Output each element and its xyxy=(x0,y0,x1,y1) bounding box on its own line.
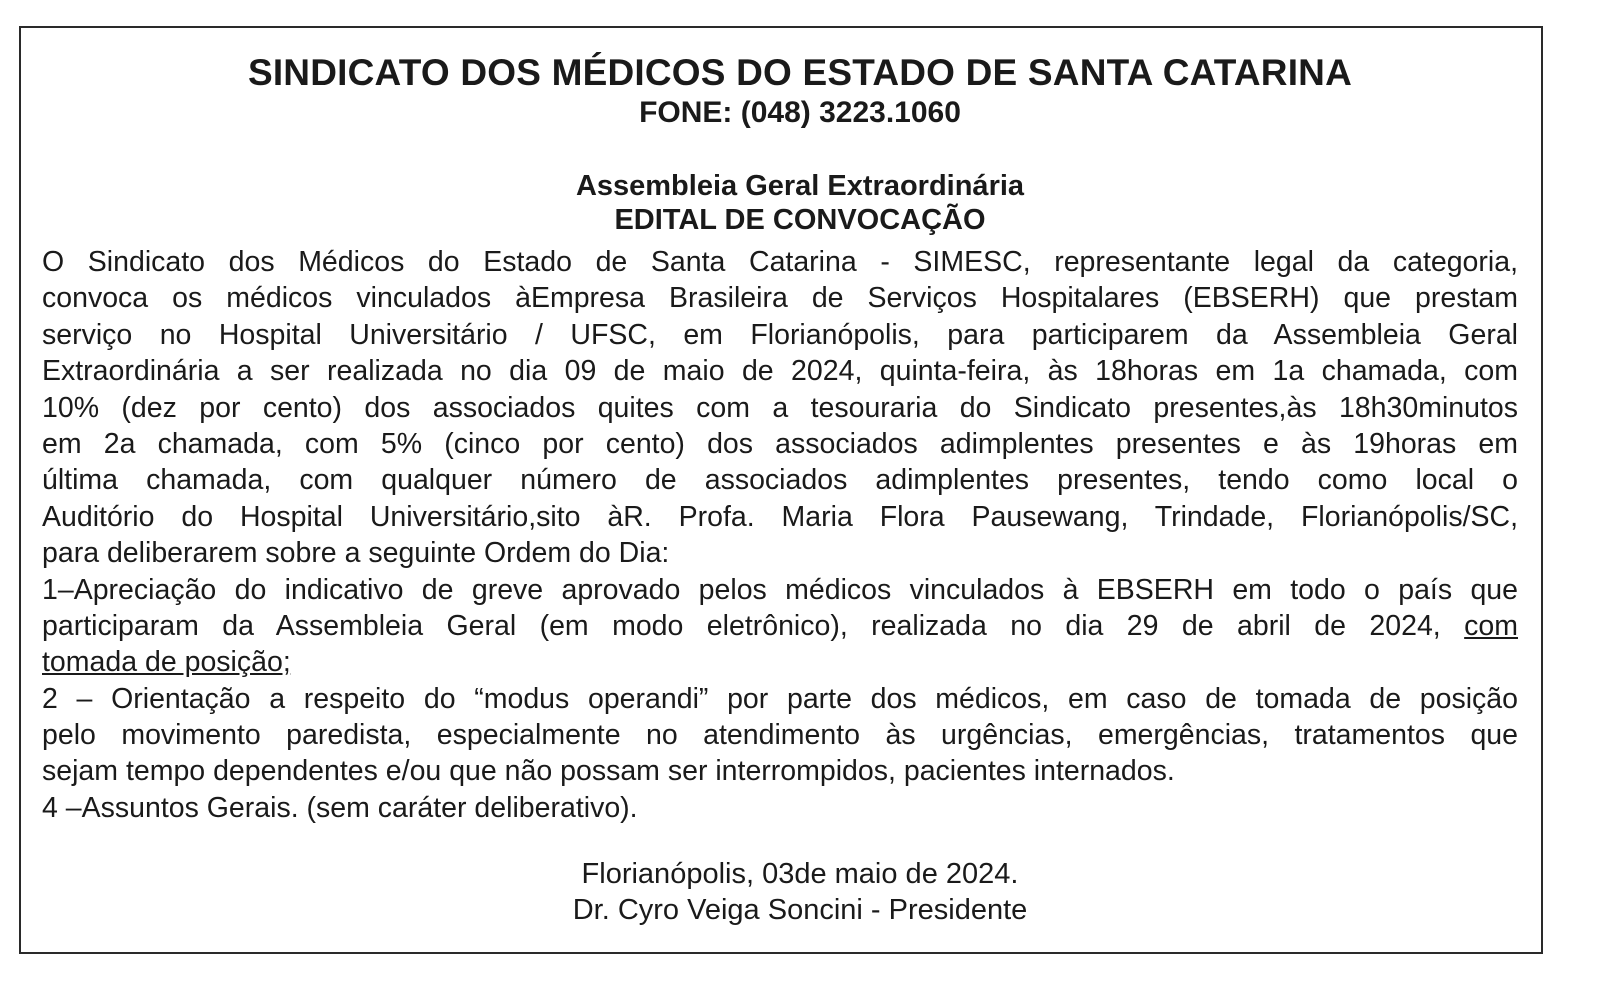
underlined-text: com xyxy=(1464,609,1518,642)
agenda-item-1-line-3 xyxy=(42,644,1518,680)
body-line: serviço no Hospital Universitário / UFSC, em Florianópolis, para participarem da Assembleia Geral xyxy=(42,318,1518,351)
body-line: convoca os médicos vinculados àEmpresa Brasileira de Serviços Hospitalares (EBSERH) que prestam xyxy=(42,282,1518,315)
body-line: Extraordinária a ser realizada no dia 09 de maio de 2024, quinta-feira, às 18horas em 1a chamada, com xyxy=(42,355,1518,388)
agenda-item-2: 2 – Orientação a respeito do “modus operandi” por parte dos médicos, em caso de tomada de posição xyxy=(42,682,1518,715)
body-line: 10% (dez por cento) dos associados quites com a tesouraria do Sindicato presentes,às 18h30minutos xyxy=(42,391,1518,424)
agenda-item-1-text: participaram da Assembleia Geral (em modo eletrônico), realizada no dia 29 de abril de 2024, xyxy=(42,609,1465,642)
notice-body xyxy=(42,244,1518,826)
agenda-item-2-line-2: pelo movimento paredista, especialmente no atendimento às urgências, emergências, tratamentos que xyxy=(42,719,1518,752)
body-line: última chamada, com qualquer número de associados adimplentes presentes, tendo como local o xyxy=(42,464,1518,497)
agenda-item-4: 4 –Assuntos Gerais. (sem caráter deliberativo). xyxy=(42,791,638,824)
assembly-title: Assembleia Geral Extraordinária xyxy=(575,170,1025,202)
edital-title: EDITAL DE CONVOCAÇÃO xyxy=(614,204,986,236)
agenda-item-1-line-2 xyxy=(42,608,1518,644)
body-line: Auditório do Hospital Universitário,sito àR. Profa. Maria Flora Pausewang, Trindade, Florianópolis/SC, xyxy=(42,500,1518,533)
organization-title: SINDICATO DOS MÉDICOS DO ESTADO DE SANTA CATARINA xyxy=(247,52,1353,93)
body-line: para deliberarem sobre a seguinte Ordem do Dia: xyxy=(42,537,670,570)
agenda-item-1: 1–Apreciação do indicativo de greve aprovado pelos médicos vinculados à EBSERH em todo o país que xyxy=(42,573,1518,606)
agenda-item-2-line-3: sejam tempo dependentes e/ou que não possam ser interrompidos, pacientes internados. xyxy=(42,755,1175,788)
place-date: Florianópolis, 03de maio de 2024. xyxy=(581,858,1019,890)
body-line: em 2a chamada, com 5% (cinco por cento) dos associados adimplentes presentes e às 19horas em xyxy=(42,427,1518,460)
body-line: O Sindicato dos Médicos do Estado de Santa Catarina - SIMESC, representante legal da categoria, xyxy=(42,246,1518,278)
phone-number: FONE: (048) 3223.1060 xyxy=(639,96,961,129)
signature: Dr. Cyro Veiga Soncini - Presidente xyxy=(572,894,1028,926)
underlined-text: tomada de posição; xyxy=(42,646,291,679)
